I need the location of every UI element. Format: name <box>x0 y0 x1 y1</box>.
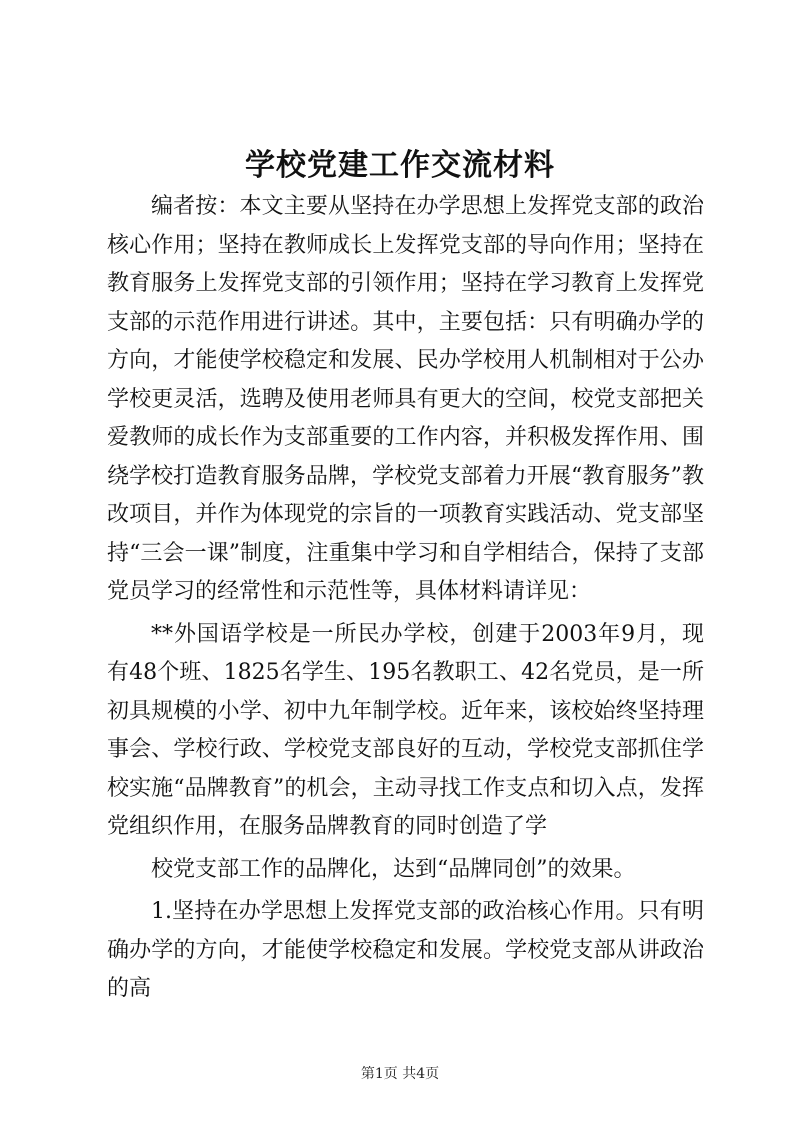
document-body <box>107 188 704 1013</box>
paragraph-editor-note: 编者按：本文主要从坚持在办学思想上发挥党支部的政治核心作用；坚持在教师成长上发挥党支部的导向作用；坚持在教育服务上发挥党支部的引领作用；坚持在学习教育上发挥党支部的示范作用进行讲述。其中，主要包括：只有明确办学的方向，才能使学校稳定和发展、民办学校用人机制相对于公办学校更灵活，选聘及使用老师具有更大的空间，校党支部把关爱教师的成长作为支部重要的工作内容，并积极发挥作用、围绕学校打造教育服务品牌，学校党支部着力开展“教育服务”教改项目，并作为体现党的宗旨的一项教育实践活动、党支部坚持“三会一课”制度，注重集中学习和自学相结合，保持了支部党员学习的经常性和示范性等，具体材料请详见： <box>107 194 704 604</box>
paragraph-point-1: 1.坚持在办学思想上发挥党支部的政治核心作用。只有明确办学的方向，才能使学校稳定和发展。学校党支部从讲政治的高 <box>107 899 704 1001</box>
document-title: 学校党建工作交流材料 <box>245 148 555 183</box>
paragraph-brand-effect: 校党支部工作的品牌化，达到“品牌同创”的效果。 <box>151 856 636 882</box>
page-footer: 第1页 共4页 <box>360 1066 440 1082</box>
paragraph-school-intro: **外国语学校是一所民办学校，创建于2003年9月，现有48个班、1825名学生、195名教职工、42名党员，是一所初具规模的小学、初中九年制学校。近年来，该校始终坚持理事会、学校行政、学校党支部良好的互动，学校党支部抓住学校实施“品牌教育”的机会，主动寻找工作支点和切入点，发挥党组织作用，在服务品牌教育的同时创造了学 <box>107 621 704 839</box>
